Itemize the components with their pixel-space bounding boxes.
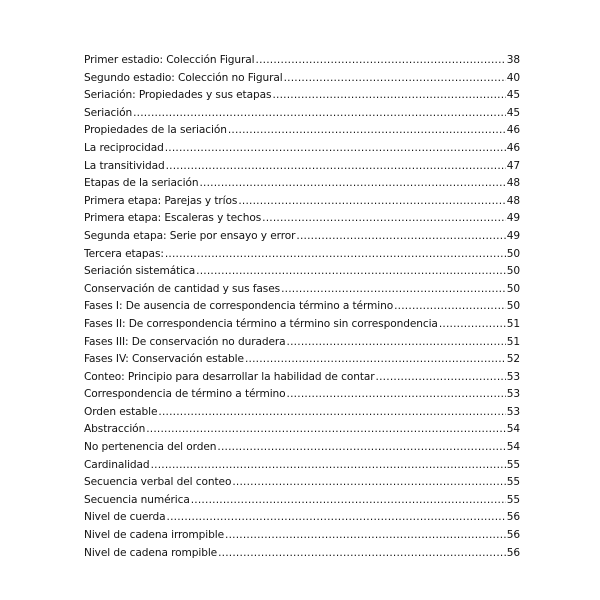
toc-entry-page: 50 bbox=[506, 282, 520, 295]
toc-entry-title: Secuencia numérica bbox=[84, 493, 190, 506]
toc-entry-title: Orden estable bbox=[84, 405, 158, 418]
toc-entry bbox=[84, 195, 520, 213]
toc-entry-page: 52 bbox=[506, 353, 520, 366]
toc-entry-page: 53 bbox=[506, 370, 520, 383]
dot-leader bbox=[167, 511, 506, 523]
toc-entry-page: 55 bbox=[506, 458, 520, 471]
toc-entry-title: Segunda etapa: Serie por ensayo y error bbox=[84, 229, 296, 242]
toc-entry bbox=[84, 283, 520, 301]
dot-leader bbox=[296, 230, 505, 242]
toc-entry-title: Fases III: De conservación no duradera bbox=[84, 335, 286, 348]
dot-leader bbox=[376, 371, 506, 383]
dot-leader bbox=[217, 441, 505, 453]
toc-entry bbox=[84, 494, 520, 512]
toc-entry-title: Primera etapa: Parejas y tríos bbox=[84, 194, 238, 207]
toc-entry-page: 56 bbox=[506, 529, 520, 542]
toc-entry-title: Seriación sistemática bbox=[84, 265, 196, 278]
toc-entry-title: Secuencia verbal del conteo bbox=[84, 476, 232, 489]
toc-entry-page: 49 bbox=[506, 229, 520, 242]
toc-entry bbox=[84, 142, 520, 160]
toc-entry-page: 54 bbox=[506, 441, 520, 454]
dot-leader bbox=[272, 89, 505, 101]
toc-entry-title: Primer estadio: Colección Figural bbox=[84, 54, 255, 66]
dot-leader bbox=[158, 406, 505, 418]
toc-entry-page: 53 bbox=[506, 405, 520, 418]
toc-entry-title: Nivel de cadena rompible bbox=[84, 546, 218, 559]
toc-entry-title: Correspondencia de término a término bbox=[84, 388, 286, 401]
toc-entry bbox=[84, 371, 520, 389]
toc-entry-title: Conteo: Principio para desarrollar la habilidad de contar bbox=[84, 370, 375, 383]
toc-entry-page: 56 bbox=[506, 511, 520, 524]
dot-leader bbox=[228, 124, 506, 136]
toc-entry-title: Nivel de cuerda bbox=[84, 511, 166, 524]
toc-entry bbox=[84, 388, 520, 406]
toc-entry-title: Etapas de la seriación bbox=[84, 177, 199, 190]
toc-entry-page: 45 bbox=[506, 106, 520, 119]
toc-entry-title: Nivel de cadena irrompible bbox=[84, 529, 224, 542]
toc-entry-page: 50 bbox=[506, 300, 520, 313]
dot-leader bbox=[196, 265, 506, 277]
toc-entry-page: 50 bbox=[506, 265, 520, 278]
dot-leader bbox=[151, 459, 506, 471]
toc-entry bbox=[84, 300, 520, 318]
toc-entry bbox=[84, 124, 520, 142]
toc-entry bbox=[84, 336, 520, 354]
dot-leader bbox=[287, 336, 506, 348]
dot-leader bbox=[262, 212, 506, 224]
toc-entry-page: 54 bbox=[506, 423, 520, 436]
dot-leader bbox=[284, 72, 506, 84]
table-of-contents bbox=[84, 54, 520, 564]
dot-leader bbox=[166, 160, 506, 172]
toc-entry-page: 45 bbox=[506, 89, 520, 102]
toc-entry bbox=[84, 547, 520, 565]
toc-entry-title: Segundo estadio: Colección no Figural bbox=[84, 71, 283, 84]
dot-leader bbox=[133, 107, 506, 119]
toc-entry-title: Primera etapa: Escaleras y techos bbox=[84, 212, 262, 225]
toc-entry-page: 38 bbox=[506, 54, 520, 66]
toc-entry bbox=[84, 511, 520, 529]
toc-entry-title: Abstracción bbox=[84, 423, 146, 436]
dot-leader bbox=[281, 283, 506, 295]
toc-entry bbox=[84, 265, 520, 283]
toc-entry-page: 40 bbox=[506, 71, 520, 84]
toc-entry bbox=[84, 89, 520, 107]
toc-entry-page: 56 bbox=[506, 546, 520, 559]
toc-entry-title: Conservación de cantidad y sus fases bbox=[84, 282, 281, 295]
toc-entry-page: 46 bbox=[506, 124, 520, 137]
toc-entry bbox=[84, 54, 520, 72]
toc-entry bbox=[84, 318, 520, 336]
toc-entry bbox=[84, 230, 520, 248]
toc-entry-title: Seriación: Propiedades y sus etapas bbox=[84, 89, 272, 102]
dot-leader bbox=[287, 388, 506, 400]
toc-entry-page: 51 bbox=[506, 317, 520, 330]
toc-entry bbox=[84, 107, 520, 125]
toc-entry-title: La transitividad bbox=[84, 159, 165, 172]
toc-entry bbox=[84, 160, 520, 178]
dot-leader bbox=[225, 529, 506, 541]
toc-entry bbox=[84, 441, 520, 459]
toc-entry-page: 51 bbox=[506, 335, 520, 348]
toc-entry-title: Fases IV: Conservación estable bbox=[84, 353, 244, 366]
toc-entry-title: No pertenencia del orden bbox=[84, 441, 217, 454]
toc-entry bbox=[84, 177, 520, 195]
toc-entry bbox=[84, 476, 520, 494]
toc-entry bbox=[84, 212, 520, 230]
toc-entry-page: 46 bbox=[506, 141, 520, 154]
toc-entry bbox=[84, 72, 520, 90]
dot-leader bbox=[199, 177, 505, 189]
toc-entry bbox=[84, 406, 520, 424]
toc-entry-title: Fases II: De correspondencia término a término sin correspondencia bbox=[84, 317, 438, 330]
toc-entry-title: Fases I: De ausencia de correspondencia término a término bbox=[84, 300, 394, 313]
dot-leader bbox=[238, 195, 505, 207]
toc-entry-title: Propiedades de la seriación bbox=[84, 124, 227, 137]
dot-leader bbox=[218, 547, 506, 559]
toc-entry-page: 50 bbox=[506, 247, 520, 260]
toc-entry-page: 48 bbox=[506, 194, 520, 207]
dot-leader bbox=[232, 476, 505, 488]
toc-entry bbox=[84, 529, 520, 547]
toc-entry bbox=[84, 248, 520, 266]
toc-entry-title: Tercera etapas: bbox=[84, 247, 164, 260]
dot-leader bbox=[165, 142, 506, 154]
toc-entry-title: La reciprocidad bbox=[84, 141, 164, 154]
toc-entry-page: 47 bbox=[506, 159, 520, 172]
dot-leader bbox=[146, 423, 506, 435]
dot-leader bbox=[256, 54, 506, 66]
toc-entry bbox=[84, 353, 520, 371]
toc-entry-title: Cardinalidad bbox=[84, 458, 150, 471]
dot-leader bbox=[394, 300, 506, 312]
toc-entry-page: 53 bbox=[506, 388, 520, 401]
toc-entry bbox=[84, 423, 520, 441]
dot-leader bbox=[439, 318, 506, 330]
toc-entry-page: 55 bbox=[506, 493, 520, 506]
toc-entry-page: 49 bbox=[506, 212, 520, 225]
dot-leader bbox=[245, 353, 506, 365]
toc-entry-title: Seriación bbox=[84, 106, 133, 119]
toc-entry bbox=[84, 459, 520, 477]
toc-entry-page: 55 bbox=[506, 476, 520, 489]
dot-leader bbox=[191, 494, 506, 506]
dot-leader bbox=[165, 248, 506, 260]
toc-entry-page: 48 bbox=[506, 177, 520, 190]
